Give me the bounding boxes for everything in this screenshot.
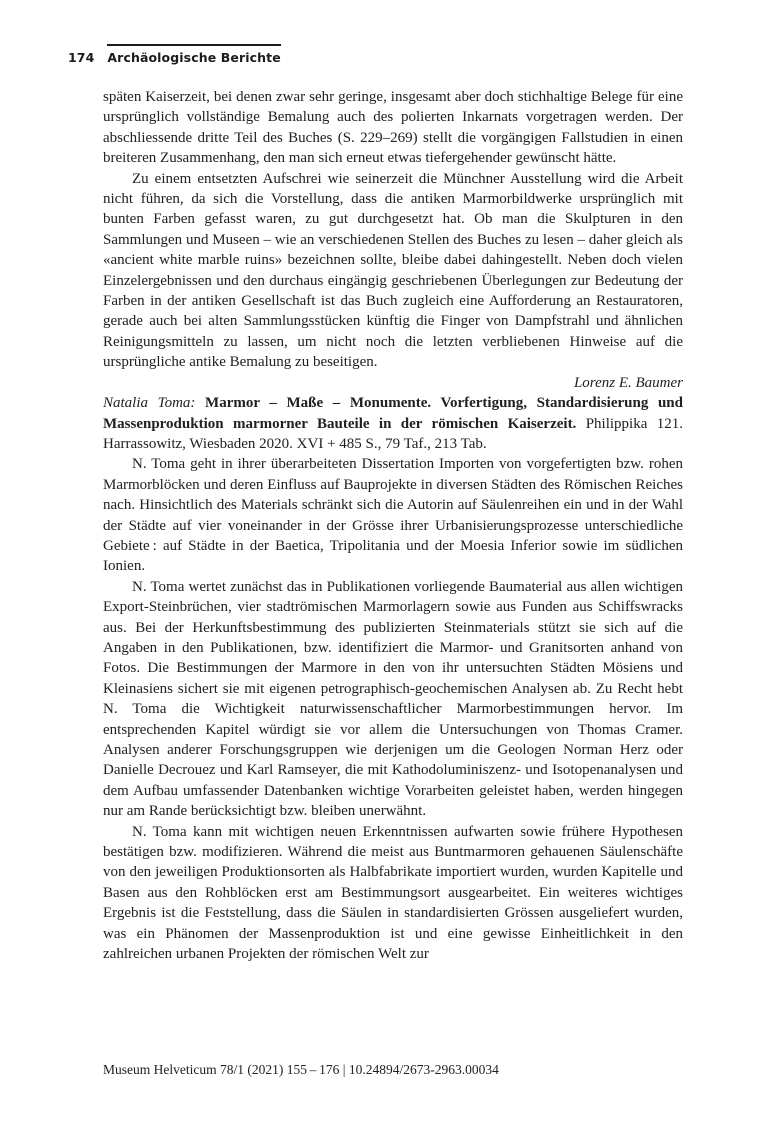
journal-citation-footer: Museum Helveticum 78/1 (2021) 155 – 176 | 10.24894/2673-2963.00034 [103,1062,499,1077]
review-author: Natalia Toma: [103,395,206,412]
review-book-title: Marmor – Maße – Monumente. Vorfertigung, Standardisierung und Massenproduktion marmorner Bauteile in der römischen Kaiserzeit. [103,395,683,432]
review-imprint: Philippika 121. Harrassowitz, Wiesbaden 2020. XVI + 485 S., 79 Taf., 213 Tab. [103,415,683,452]
running-head [68,44,281,65]
page-number: 174 [68,50,95,65]
body-paragraph: N. Toma geht in ihrer überarbeiteten Dissertation Importen von vorgefertigten bzw. rohen Marmorblöcken und deren Einfluss auf Bauprojekte in diversen Städten des Römischen Reiches nach. Hinsichtlich des Materials schränkt sich die Autorin auf Säulenreihen ein und in der Wahl der Städte auf vier voneinander in der Grösse ihrer Urbanisierungsprozesse unterschiedliche Gebiete : auf Städte in der Baetica, Tripolitania und der Moesia Inferior sowie im südlichen Ionien. [103,456,683,575]
text-column [103,87,683,964]
body-paragraph: späten Kaiserzeit, bei denen zwar sehr geringe, insgesamt aber doch stichhaltige Belege für eine ursprünglich vollständige Bemalung auch des polierten Inkarnats vorgetragen werden. Der abschliessende dritte Teil des Buches (S. 229–269) stellt die vorgängigen Fallstudien in einen breiteren Zusammenhang, den man sich erneut etwas tiefergehender gewünscht hätte. [103,89,683,167]
section-title: Archäologische Berichte [107,44,280,65]
body-paragraph: N. Toma kann mit wichtigen neuen Erkenntnissen aufwarten sowie frühere Hypothesen bestätigen bzw. modifizieren. Während die meist aus Buntmarmoren gehauenen Säulenschäfte von den jeweiligen Produktionsorten als Halbfabrikate importiert wurden, wurden Kapitelle und Basen aus den Rohblöcken erst am Bestimmungsort ausgearbeitet. Ein weiteres wichtiges Ergebnis ist die Feststellung, dass die Säulen in standardisierten Grössen ausgeliefert wurden, was ein Phänomen der Massenproduktion ist und eine gewisse Einheitlichkeit in den zahlreichen urbanen Projekten der römischen Welt zur [103,823,683,963]
review-heading [103,393,683,454]
body-paragraph: N. Toma wertet zunächst das in Publikationen vorliegende Baumaterial aus allen wichtigen Export-Steinbrüchen, vier stadtrömischen Marmorlagern sowie aus Funden aus Schiffswracks aus. Bei der Herkunftsbestimmung des publizierten Steinmaterials stützt sie sich auf die Angaben in den Publikationen, bzw. identifiziert die Marmor- und Granitsorten anhand von Fotos. Die Bestimmungen der Marmore in den von ihr untersuchten Städten Mösiens und Kleinasiens sichert sie mit eigenen petrographisch-geochemischen Analysen ab. Zu Recht hebt N. Toma die Wichtigkeit naturwissenschaftlicher Marmorbestimmungen hervor. Im entsprechenden Kapitel würdigt sie vor allem die Untersuchungen von Thomas Cramer. Analysen anderer Forschungsgruppen wie derjenigen um die Geologen Norman Herz oder Danielle Decrouez und Karl Ramseyer, die mit Kathodoluminiszenz- und Isotopenanalysen und dem Aufbau umfassender Datenbanken wichtige Vorarbeiten geleistet haben, werden hingegen nur am Rande berücksichtigt bzw. bleiben unerwähnt. [103,578,683,820]
body-paragraph: Zu einem entsetzten Aufschrei wie seinerzeit die Münchner Ausstellung wird die Arbeit nicht führen, da sich die Vorstellung, dass die antiken Marmorbildwerke ursprünglich mit bunten Farben gefasst waren, zu gut durchgesetzt hat. Ob man die Skulpturen in den Sammlungen und Museen – wie an verschiedenen Stellen des Buches zu lesen – daher gleich als «ancient white marble ruins» bezeichnen sollte, bleibe dabei dahingestellt. Neben doch vielen Einzelergebnissen und den durchaus eingängig geschriebenen Überlegungen zur Bedeutung der Farben in der antiken Gesellschaft ist das Buch zugleich eine Aufforderung an Restauratoren, gerade auch bei alten Sammlungsstücken künftig die Finger von Dampfstrahl und ähnlichen Reinigungsmitteln zu lassen, um nicht noch die letzten verbliebenen Hinweise auf die ursprüngliche antike Bemalung zu beseitigen. [103,170,683,371]
reviewer-signature: Lorenz E. Baumer [573,374,683,391]
